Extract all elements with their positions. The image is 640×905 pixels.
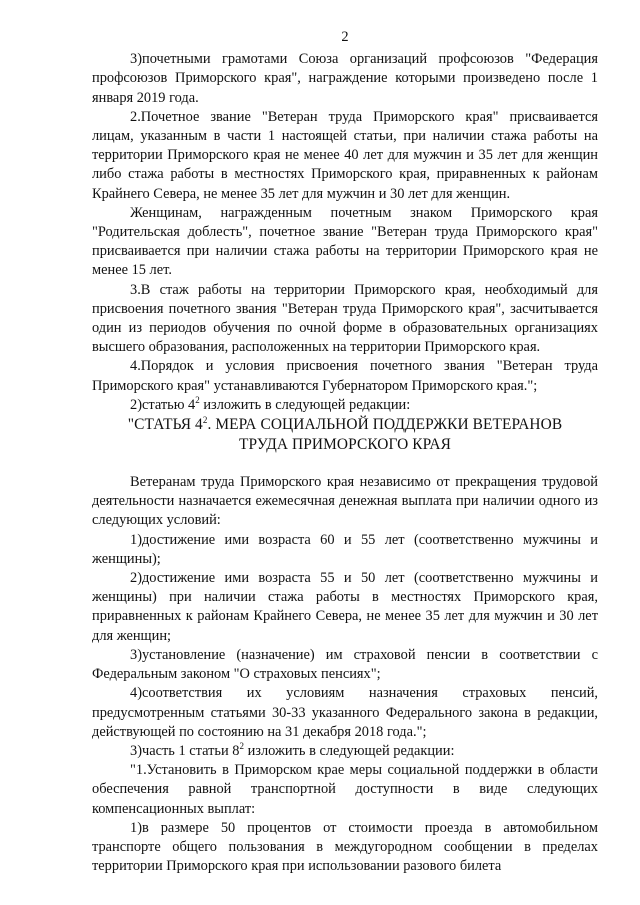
list-item: 3)установление (назначение) им страховой пенсии в соответствии с Федеральным законом "О страховых пенсиях"; — [92, 646, 598, 683]
part-intro: 3)часть 1 статьи $8^2$ изложить в следующей редакции: — [130, 741, 455, 759]
paragraph: 3)почетными грамотами Союза организаций профсоюзов "Федерация профсоюзов Приморского края", награждение которыми произведено после 1 января 2019 года. — [92, 51, 598, 106]
paragraph: Ветеранам труда Приморского края независимо от прекращения трудовой деятельности назначается ежемесячная денежная выплата при наличии одного из следующих условий: — [92, 474, 598, 529]
list-item: 4)соответствия их условиям назначения страховых пенсий, предусмотренным статьями 30-33 указанного Федерального закона в редакции, действующей по состоянию на 31 декабря 2018 года."; — [92, 685, 598, 740]
paragraph: 2.Почетное звание "Ветеран труда Приморского края" присваивается лицам, указанным в части 1 настоящей статьи, при наличии стажа работы на территории Приморского края не менее 40 лет для мужчин и 35 лет для женщин либо стажа работы в местностях Приморского края, приравненных к районам Крайнего Севера, не менее 35 лет для мужчин и 30 лет для женщин. — [92, 108, 598, 202]
paragraph: 4.Порядок и условия присвоения почетного звания "Ветеран труда Приморского края" устанавливаются Губернатором Приморского края."; — [92, 358, 598, 394]
list-item: 2)достижение ими возраста 55 и 50 лет (соответственно мужчины и женщины) при наличии стажа работы в местностях Приморского края, приравненных к районам Крайнего Севера, не менее 35 лет для мужчин и 30 лет для женщин; — [92, 570, 598, 644]
paragraph: 3.В стаж работы на территории Приморского края, необходимый для присвоения почетного звания "Ветеран труда Приморского края", засчитывается один из периодов обучения по очной форме в образовательных организациях высшего образования, расположенных на территории Приморского края. — [92, 281, 598, 356]
list-item: 1)достижение ими возраста 60 и 55 лет (соответственно мужчины и женщины); — [92, 531, 598, 567]
page-number: 2 — [341, 29, 349, 45]
article-heading: "СТАТЬЯ $4^2$. МЕРА СОЦИАЛЬНОЙ ПОДДЕРЖКИ ВЕТЕРАНОВ ТРУДА ПРИМОРСКОГО КРАЯ — [127, 414, 563, 453]
list-item: 1)в размере 50 процентов от стоимости проезда в автомобильном транспорте общего пользования в междугородном сообщении в пределах территории Приморского края при использовании разового билета — [92, 819, 598, 875]
article-intro: 2)статью $4^2$ изложить в следующей редакции: — [130, 395, 411, 413]
document-page — [92, 28, 598, 876]
paragraph: "1.Установить в Приморском крае меры социальной поддержки в области обеспечения равной транспортной доступности в виде следующих компенсационных выплат: — [92, 762, 598, 817]
paragraph: Женщинам, награжденным почетным знаком Приморского края "Родительская доблесть", почетное звание "Ветеран труда Приморского края" присваивается при наличии стажа работы на территории Приморского края не менее 15 лет. — [92, 204, 598, 279]
